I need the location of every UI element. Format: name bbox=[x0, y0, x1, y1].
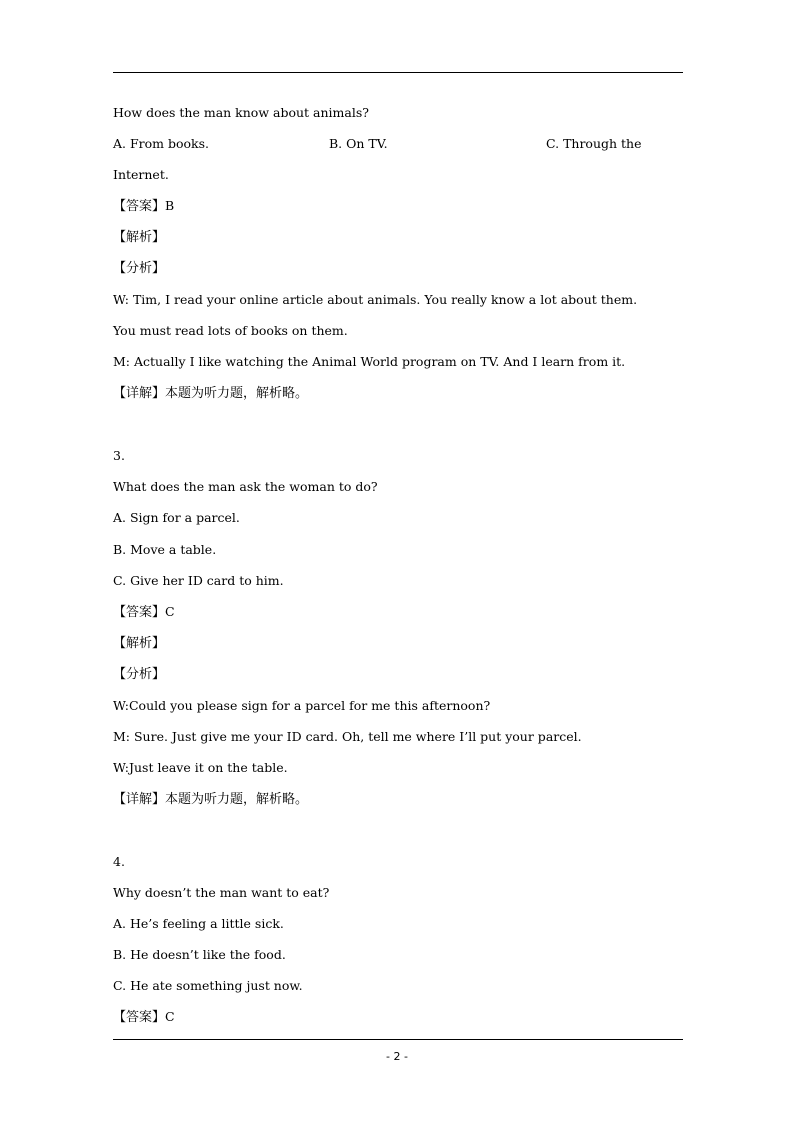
analysis-tag: 【解析】 bbox=[113, 230, 166, 245]
q3-transcript-line: M: Sure. Just give me your ID card. Oh, tell me where I’ll put your parcel. bbox=[113, 729, 582, 744]
q4-option-a: A. He’s feeling a little sick. bbox=[113, 916, 284, 931]
detail-text: 本题为听力题，解析略。 bbox=[165, 386, 309, 401]
q2-analysis-heading bbox=[113, 229, 165, 246]
q2-option-c-continued: Internet. bbox=[113, 167, 169, 182]
q3-transcript-line: W:Just leave it on the table. bbox=[113, 760, 288, 775]
q2-detail bbox=[113, 385, 308, 402]
q4-option-c: C. He ate something just now. bbox=[113, 978, 303, 993]
q3-detail bbox=[113, 791, 308, 808]
q4-question: Why doesn’t the man want to eat? bbox=[113, 885, 330, 900]
fenxi-tag: 【分析】 bbox=[113, 261, 166, 276]
detail-tag: 【详解】 bbox=[113, 386, 166, 401]
q4-number: 4. bbox=[113, 854, 125, 869]
q2-option-c: C. Through the bbox=[546, 136, 642, 151]
q2-option-a: A. From books. bbox=[113, 136, 209, 151]
q4-option-b: B. He doesn’t like the food. bbox=[113, 947, 286, 962]
answer-tag: 【答案】 bbox=[113, 605, 166, 620]
header-rule bbox=[113, 72, 683, 73]
q3-fenxi-heading bbox=[113, 666, 165, 683]
answer-tag: 【答案】 bbox=[113, 199, 166, 214]
q2-fenxi-heading bbox=[113, 260, 165, 277]
answer-value: C bbox=[165, 604, 175, 619]
page-number: - 2 - bbox=[386, 1050, 408, 1063]
answer-value: C bbox=[165, 1009, 175, 1024]
answer-value: B bbox=[165, 198, 175, 213]
q2-transcript-line: M: Actually I like watching the Animal World program on TV. And I learn from it. bbox=[113, 354, 626, 369]
q2-transcript-line: You must read lots of books on them. bbox=[113, 323, 348, 338]
fenxi-tag: 【分析】 bbox=[113, 667, 166, 682]
q3-transcript-line: W:Could you please sign for a parcel for me this afternoon? bbox=[113, 698, 491, 713]
detail-tag: 【详解】 bbox=[113, 792, 166, 807]
q4-answer bbox=[113, 1009, 175, 1026]
q3-number: 3. bbox=[113, 448, 125, 463]
q3-answer bbox=[113, 604, 175, 621]
q2-answer bbox=[113, 198, 174, 215]
answer-tag: 【答案】 bbox=[113, 1010, 166, 1025]
detail-text: 本题为听力题，解析略。 bbox=[165, 792, 309, 807]
q3-option-b: B. Move a table. bbox=[113, 542, 217, 557]
q3-option-c: C. Give her ID card to him. bbox=[113, 573, 284, 588]
q3-analysis-heading bbox=[113, 635, 165, 652]
q3-question: What does the man ask the woman to do? bbox=[113, 479, 378, 494]
footer-rule bbox=[113, 1039, 683, 1040]
q2-option-b: B. On TV. bbox=[329, 136, 388, 151]
analysis-tag: 【解析】 bbox=[113, 636, 166, 651]
q2-transcript-line: W: Tim, I read your online article about animals. You really know a lot about them. bbox=[113, 292, 638, 307]
q2-question: How does the man know about animals? bbox=[113, 105, 369, 120]
q3-option-a: A. Sign for a parcel. bbox=[113, 510, 240, 525]
